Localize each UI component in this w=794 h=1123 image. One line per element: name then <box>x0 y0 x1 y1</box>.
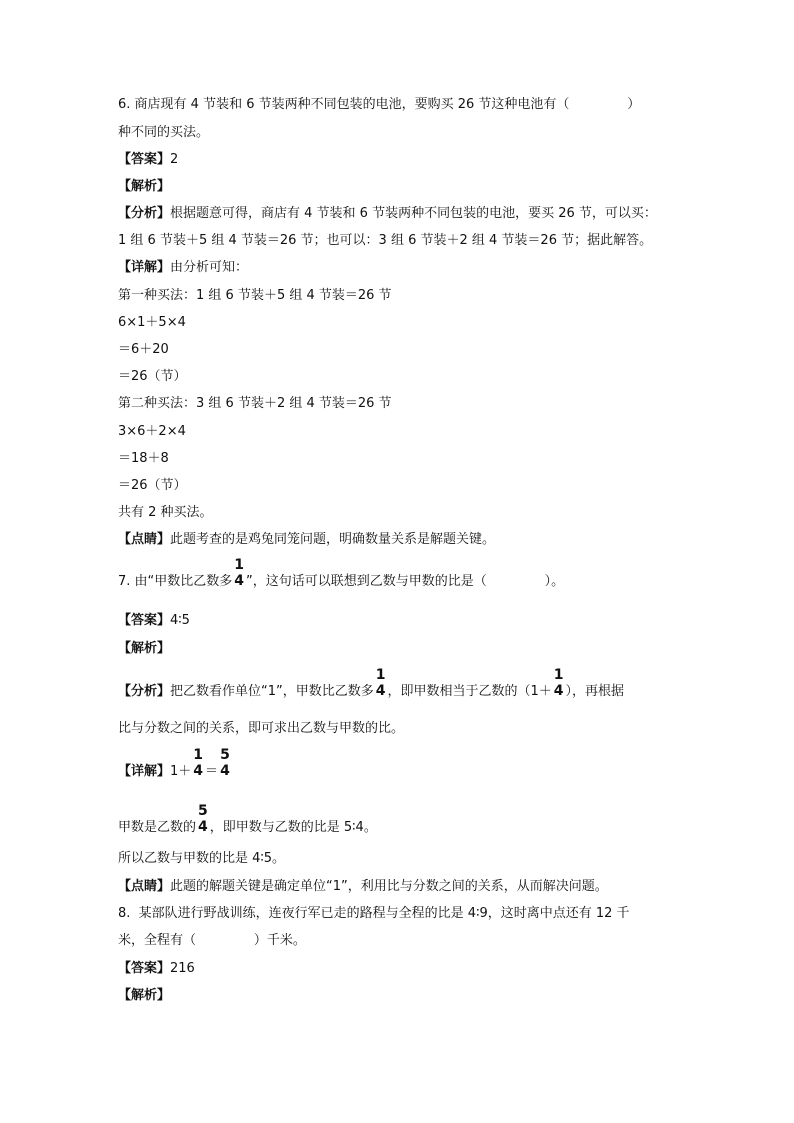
fraction-denominator: 4 <box>553 683 564 699</box>
q7-line2-a: 甲数是乙数的 <box>118 820 197 835</box>
q6-work-7: ＝18＋8 <box>118 451 169 466</box>
fenxi-text-a: 把乙数看作单位“1”，甲数比乙数多 <box>170 684 374 699</box>
q6-work-9: 共有 2 种买法。 <box>118 505 213 520</box>
q6-work-4: ＝26（节） <box>118 369 187 384</box>
fenxi-text-c: ），再根据 <box>565 684 625 699</box>
q6-xiangjie <box>118 259 248 277</box>
q8-answer <box>118 960 195 978</box>
xiangjie-tag: 【详解】 <box>118 260 171 275</box>
dianjing-tag: 【点睛】 <box>118 532 171 547</box>
q7-stem-b: ”，这句话可以联想到乙数与甲数的比是（ ）。 <box>246 574 565 589</box>
xiangjie-expr-a: 1＋ <box>170 764 192 779</box>
dianjing-text: 此题考查的是鸡兔同笼问题，明确数量关系是解题关键。 <box>170 532 496 547</box>
answer-tag: 【答案】 <box>118 961 171 976</box>
fraction-numerator: 5 <box>198 803 208 819</box>
q6-fenxi-line2: 1 组 6 节装＋5 组 4 节装＝26 节；也可以：3 组 6 节装＋2 组 4 节装＝26 节；据此解答。 <box>118 233 653 248</box>
fenxi-tag: 【分析】 <box>118 684 171 699</box>
q7-dianjing <box>118 878 608 896</box>
q7-jiexi: 【解析】 <box>118 641 171 656</box>
fraction-five-quarters <box>220 748 230 779</box>
q6-stem-line2: 种不同的买法。 <box>118 125 210 140</box>
fraction-numerator: 1 <box>553 667 564 683</box>
fraction-denominator: 4 <box>220 763 230 779</box>
fraction-denominator: 4 <box>375 683 386 699</box>
q7-stem-a: 7. 由“甲数比乙数多 <box>118 574 233 589</box>
fraction-numerator: 1 <box>375 667 386 683</box>
q8-jiexi: 【解析】 <box>118 988 171 1003</box>
fraction-denominator: 4 <box>193 763 204 779</box>
q7-line3: 所以乙数与甲数的比是 4∶5。 <box>118 851 286 866</box>
q6-answer <box>118 151 178 169</box>
q7-xiangjie <box>118 747 232 787</box>
q7-fenxi-line1 <box>118 667 625 707</box>
fraction-one-quarter <box>376 668 386 699</box>
q6-work-8: ＝26（节） <box>118 478 187 493</box>
q8-stem-line2: 米，全程有（ ）千米。 <box>118 933 306 948</box>
q6-work-1: 第一种买法：1 组 6 节装＋5 组 4 节装＝26 节 <box>118 288 392 303</box>
fraction-numerator: 1 <box>234 557 245 573</box>
fraction-one-quarter <box>554 668 564 699</box>
q6-fenxi-line1 <box>118 205 657 223</box>
fraction-denominator: 4 <box>198 819 208 835</box>
q7-line2-b: ，即甲数与乙数的比是 5∶4。 <box>209 820 377 835</box>
fraction-one-quarter <box>193 748 203 779</box>
dianjing-tag: 【点睛】 <box>118 879 171 894</box>
xiangjie-text: 由分析可知： <box>170 260 249 275</box>
answer-tag: 【答案】 <box>118 152 171 167</box>
fraction-numerator: 5 <box>220 747 230 763</box>
xiangjie-tag: 【详解】 <box>118 764 171 779</box>
q7-answer <box>118 612 190 630</box>
answer-value: 2 <box>170 152 179 167</box>
q6-work-5: 第二种买法：3 组 6 节装＋2 组 4 节装＝26 节 <box>118 396 392 411</box>
q7-line2 <box>118 803 377 843</box>
q6-jiexi: 【解析】 <box>118 179 171 194</box>
q6-work-6: 3×6＋2×4 <box>118 424 186 439</box>
answer-value: 4∶5 <box>170 613 190 628</box>
fenxi-text-b: ，即甲数相当于乙数的（1＋ <box>387 684 552 699</box>
fenxi-tag: 【分析】 <box>118 206 171 221</box>
dianjing-text: 此题的解题关键是确定单位“1”，利用比与分数之间的关系，从而解决问题。 <box>170 879 608 894</box>
equals-sign: ＝ <box>205 764 219 779</box>
q8-stem-line1: 8. 某部队进行野战训练，连夜行军已走的路程与全程的比是 4∶9，这时离中点还有 12 千 <box>118 906 630 921</box>
q6-dianjing <box>118 531 495 549</box>
fraction-numerator: 1 <box>193 747 204 763</box>
q6-work-2: 6×1＋5×4 <box>118 315 186 330</box>
q6-stem-line1: 6. 商店现有 4 节装和 6 节装两种不同包装的电池，要购买 26 节这种电池有（ ） <box>118 97 641 112</box>
q7-fenxi-line2: 比与分数之间的关系，即可求出乙数与甲数的比。 <box>118 721 405 736</box>
fraction-one-quarter <box>234 558 244 589</box>
fraction-denominator: 4 <box>234 573 245 589</box>
q7-stem <box>118 557 565 597</box>
answer-tag: 【答案】 <box>118 613 171 628</box>
q6-work-3: ＝6＋20 <box>118 342 169 357</box>
fenxi-text: 根据题意可得，商店有 4 节装和 6 节装两种不同包装的电池，要买 26 节，可以买： <box>170 206 657 221</box>
fraction-five-quarters <box>198 804 208 835</box>
answer-value: 216 <box>170 961 195 976</box>
